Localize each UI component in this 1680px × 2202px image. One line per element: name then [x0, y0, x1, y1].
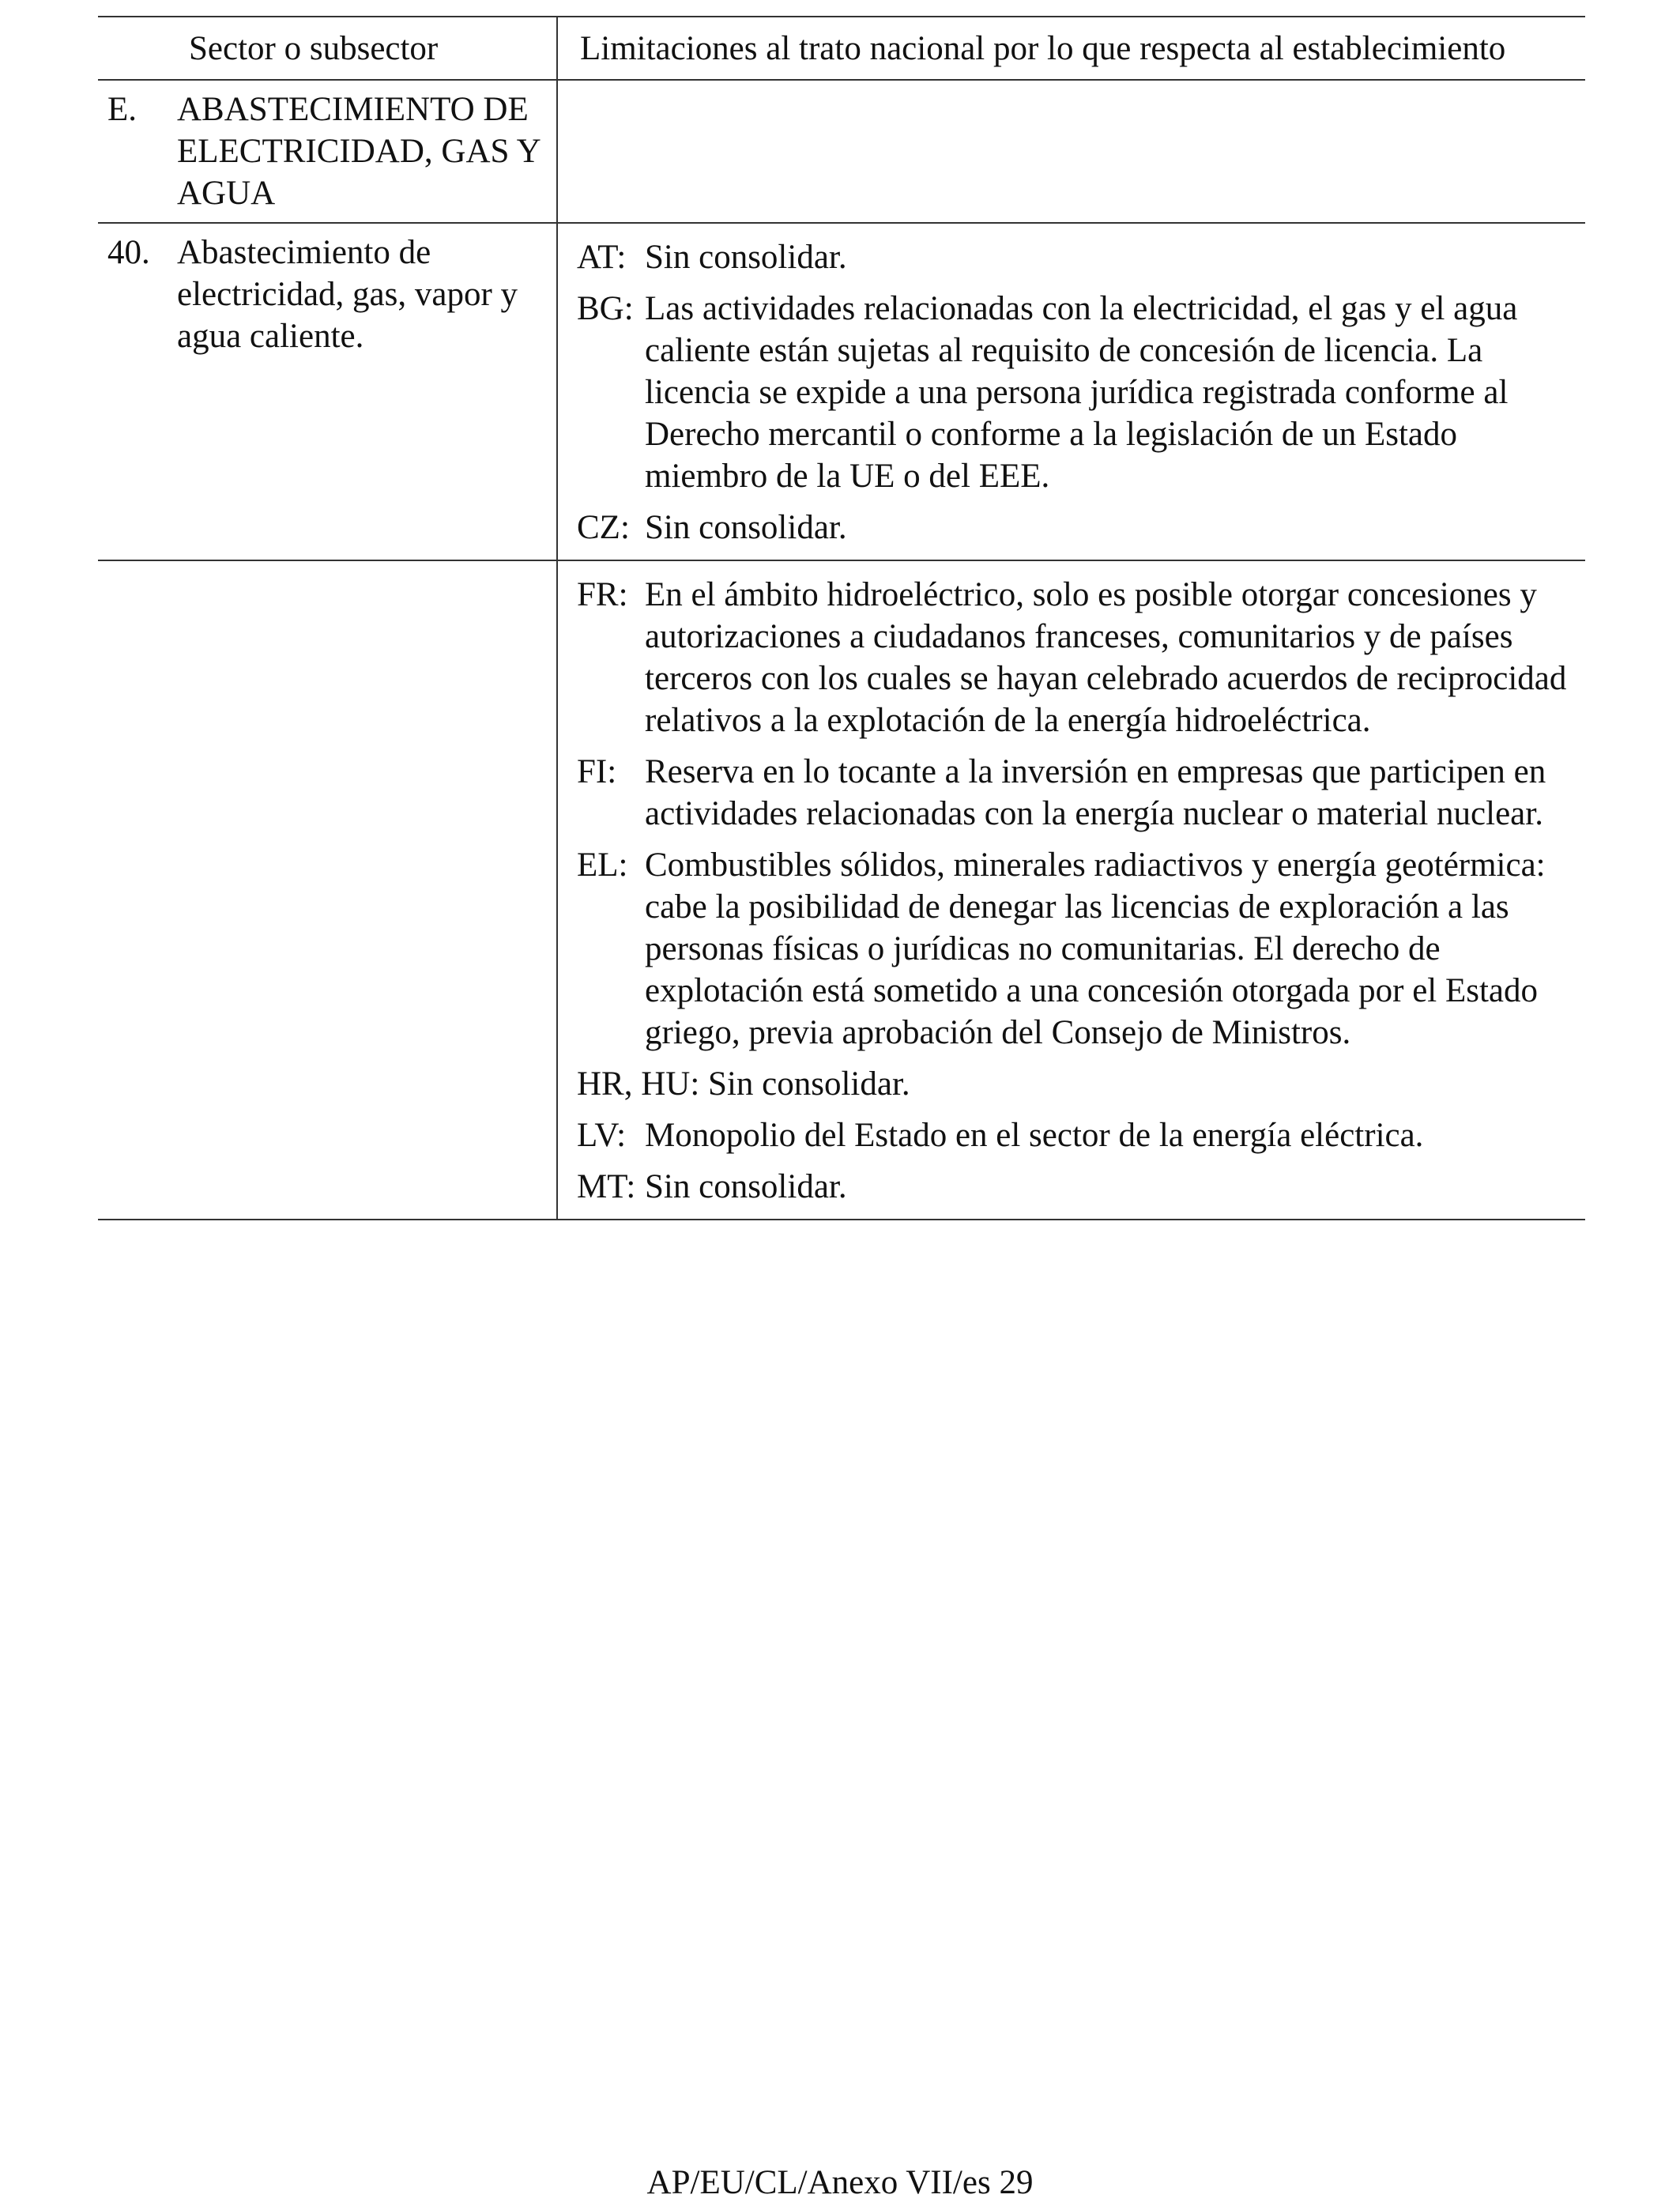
entry-text: Sin consolidar.	[708, 1065, 910, 1103]
section-row	[98, 80, 1585, 223]
item-title: Abastecimiento de electricidad, gas, vapor y agua caliente.	[177, 234, 518, 355]
entry-at	[577, 236, 1579, 278]
limitations-cell-1	[557, 223, 1585, 560]
section-number: E.	[107, 91, 137, 128]
item-row	[98, 223, 1585, 560]
item-cell	[98, 223, 557, 560]
entry-text: Sin consolidar.	[645, 239, 847, 276]
entry-fr	[577, 574, 1579, 741]
entry-bg	[577, 288, 1579, 497]
continuation-empty-cell	[98, 560, 557, 1220]
country-code: LV:	[577, 1117, 627, 1154]
item-number: 40.	[107, 234, 150, 271]
limitations-cell-2	[557, 560, 1585, 1220]
entry-el	[577, 844, 1579, 1054]
country-code: EL:	[577, 846, 628, 884]
header-sector: Sector o subsector	[98, 17, 557, 80]
entry-text: Reserva en lo tocante a la inversión en empresas que participen en actividades relacionadas con la energía nuclear o material nuclear.	[645, 753, 1546, 832]
entry-lv	[577, 1114, 1579, 1156]
table-header-row	[98, 17, 1585, 80]
page-footer: AP/EU/CL/Anexo VII/es 29	[646, 2164, 1034, 2201]
section-empty-cell	[557, 80, 1585, 223]
entry-text: Monopolio del Estado en el sector de la energía eléctrica.	[645, 1117, 1424, 1154]
country-code: BG:	[577, 290, 634, 327]
country-code: MT:	[577, 1168, 636, 1205]
country-code: FI:	[577, 753, 617, 790]
section-title: ABASTECIMIENTO DE ELECTRICIDAD, GAS Y AGUA	[177, 91, 541, 212]
continuation-row	[98, 560, 1585, 1220]
country-code: HR, HU:	[577, 1065, 700, 1103]
entry-mt	[577, 1166, 1579, 1208]
country-code: AT:	[577, 239, 627, 276]
entry-text: En el ámbito hidroeléctrico, solo es posible otorgar concesiones y autorizaciones a ciudadanos franceses, comunitarios y de países terceros con los cuales se hayan celebrado acuerdos de reciprocidad relativos a la explotación de la energía hidroeléctrica.	[645, 576, 1567, 739]
entry-cz	[577, 507, 1579, 549]
section-cell	[98, 80, 557, 223]
limitations-table	[98, 16, 1585, 1220]
country-code: CZ:	[577, 509, 630, 546]
entry-text: Las actividades relacionadas con la electricidad, el gas y el agua caliente están sujetas al requisito de concesión de licencia. La licencia se expide a una persona jurídica registrada conforme al Derecho mercantil o conforme a la legislación de un Estado miembro de la UE o del EEE.	[645, 290, 1518, 495]
header-limitations: Limitaciones al trato nacional por lo que respecta al establecimiento	[557, 17, 1585, 80]
entry-fi	[577, 751, 1579, 835]
entry-text: Sin consolidar.	[645, 1168, 847, 1205]
entry-hr-hu	[577, 1063, 1579, 1105]
entry-text: Combustibles sólidos, minerales radiactivos y energía geotérmica: cabe la posibilidad de denegar las licencias de exploración a las personas físicas o jurídicas no comunitarias. El derecho de explotación está sometido a una concesión otorgada por el Estado griego, previa aprobación del Consejo de Ministros.	[645, 846, 1546, 1051]
country-code: FR:	[577, 576, 628, 613]
entry-text: Sin consolidar.	[645, 509, 847, 546]
